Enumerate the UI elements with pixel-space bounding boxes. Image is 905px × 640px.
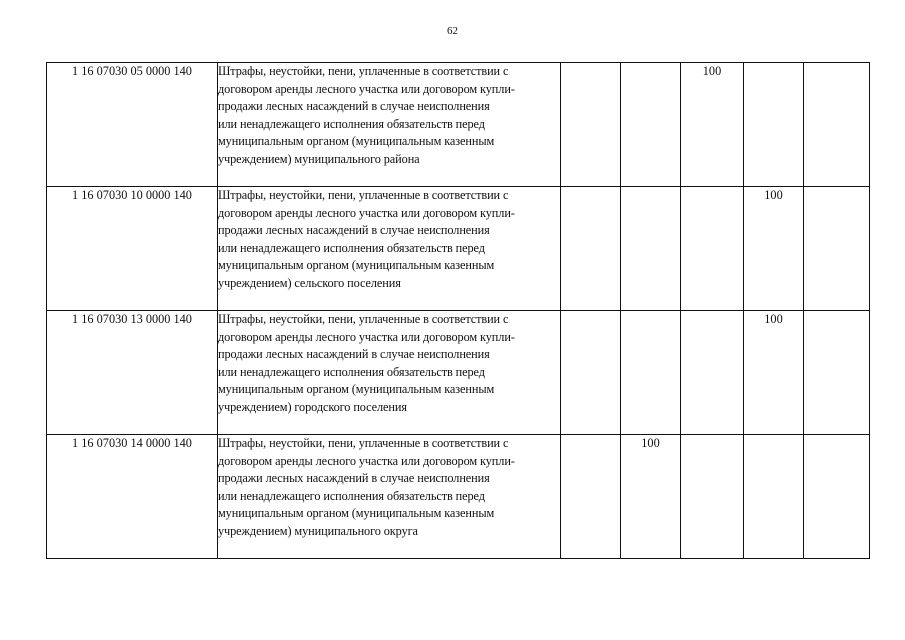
description-cell — [218, 187, 561, 311]
value-cell — [621, 187, 681, 311]
description-line: договором аренды лесного участка или договором купли- — [218, 81, 515, 96]
value-cell — [804, 435, 870, 559]
value-cell — [561, 435, 621, 559]
revenue-table — [46, 62, 870, 559]
description-line: Штрафы, неустойки, пени, уплаченные в соответствии с — [218, 312, 509, 326]
description-line: или ненадлежащего исполнения обязательств перед — [218, 488, 485, 503]
budget-code-cell: 1 16 07030 10 0000 140 — [47, 187, 218, 311]
value-cell — [561, 311, 621, 435]
description-line: учреждением) муниципального округа — [218, 523, 418, 538]
description-cell — [218, 435, 561, 559]
value-cell — [744, 63, 804, 187]
value-cell — [561, 63, 621, 187]
description-line: Штрафы, неустойки, пени, уплаченные в соответствии с — [218, 188, 509, 202]
table-row — [47, 435, 870, 559]
value-cell: 100 — [681, 63, 744, 187]
description-cell — [218, 63, 561, 187]
value-cell: 100 — [744, 311, 804, 435]
budget-code-cell: 1 16 07030 14 0000 140 — [47, 435, 218, 559]
value-cell: 100 — [744, 187, 804, 311]
description-line: договором аренды лесного участка или договором купли- — [218, 205, 515, 220]
description-line: или ненадлежащего исполнения обязательств перед — [218, 240, 485, 255]
value-cell — [621, 63, 681, 187]
value-cell — [681, 435, 744, 559]
value-cell: 100 — [621, 435, 681, 559]
value-cell — [804, 187, 870, 311]
description-line: договором аренды лесного участка или договором купли- — [218, 329, 515, 344]
description-line: учреждением) городского поселения — [218, 399, 407, 414]
page-number: 62 — [447, 25, 458, 37]
description-line: Штрафы, неустойки, пени, уплаченные в соответствии с — [218, 436, 509, 450]
description-line: или ненадлежащего исполнения обязательств перед — [218, 116, 485, 131]
budget-code-cell: 1 16 07030 13 0000 140 — [47, 311, 218, 435]
description-line: продажи лесных насаждений в случае неисполнения — [218, 347, 490, 362]
description-line: Штрафы, неустойки, пени, уплаченные в соответствии с — [218, 64, 509, 78]
value-cell — [744, 435, 804, 559]
description-line: продажи лесных насаждений в случае неисполнения — [218, 99, 490, 114]
description-line: муниципальным органом (муниципальным казенным — [218, 506, 495, 521]
table-row — [47, 187, 870, 311]
description-line: продажи лесных насаждений в случае неисполнения — [218, 471, 490, 486]
value-cell — [681, 311, 744, 435]
description-line: учреждением) муниципального района — [218, 151, 420, 166]
value-cell — [804, 63, 870, 187]
description-line: муниципальным органом (муниципальным казенным — [218, 382, 495, 397]
value-cell — [621, 311, 681, 435]
description-cell — [218, 311, 561, 435]
value-cell — [804, 311, 870, 435]
budget-code-cell: 1 16 07030 05 0000 140 — [47, 63, 218, 187]
description-line: продажи лесных насаждений в случае неисполнения — [218, 223, 490, 238]
description-line: муниципальным органом (муниципальным казенным — [218, 134, 495, 149]
table-row — [47, 63, 870, 187]
description-line: муниципальным органом (муниципальным казенным — [218, 258, 495, 273]
value-cell — [681, 187, 744, 311]
value-cell — [561, 187, 621, 311]
table-row — [47, 311, 870, 435]
description-line: или ненадлежащего исполнения обязательств перед — [218, 364, 485, 379]
description-line: договором аренды лесного участка или договором купли- — [218, 453, 515, 468]
description-line: учреждением) сельского поселения — [218, 275, 401, 290]
